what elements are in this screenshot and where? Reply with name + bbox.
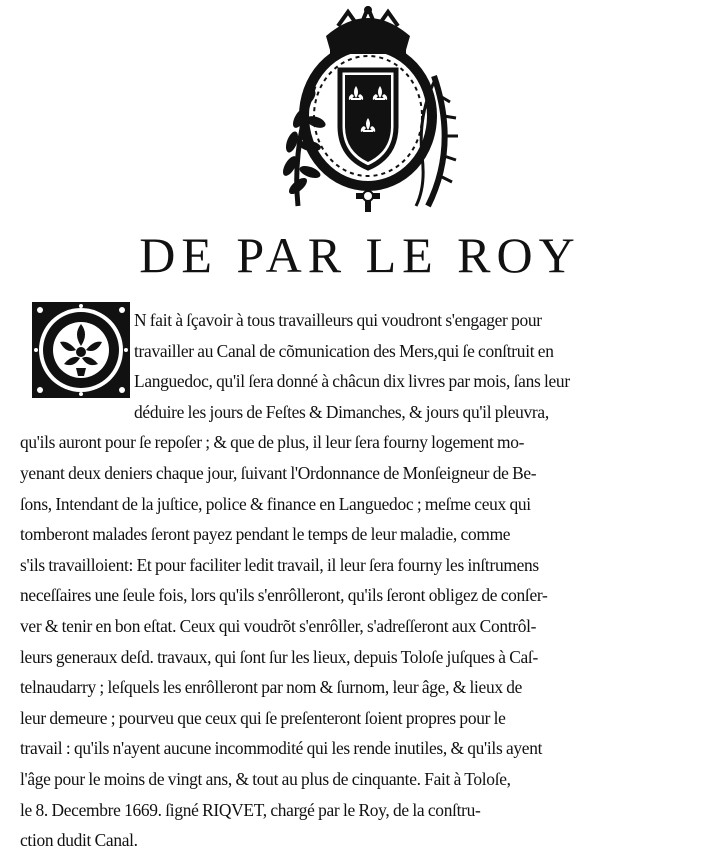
body-line: ſons, Intendant de la juſtice, police & finance en Languedoc ; meſme ceux qui [20,493,531,514]
body-line: s'ils travailloient: Et pour faciliter ledit travail, il leur ſera fourny les inſtrumens [20,554,539,575]
body-line: qu'ils auront pour ſe repoſer ; & que de plus, il leur ſera fourny logement mo- [20,432,525,453]
body-line: l'âge pour le moins de vingt ans, & tout au plus de cinquante. Fait à Toloſe, [20,768,511,789]
body-line: telnaudarry ; leſquels les enrôlleront par nom & ſurnom, leur âge, & lieux de [20,677,523,698]
drop-cap-letter [0,0,1,1]
proclamation-title: DE PAR LE ROY [139,227,581,283]
body-line: travail : qu'ils n'ayent aucune incommodité qui les rende inutiles, & qu'ils ayent [20,738,543,759]
body-line: leur demeure ; pourveu que ceux qui ſe preſenteront ſoient propres pour le [20,707,506,728]
body-line: neceſſaires une ſeule fois, lors qu'ils s'enrôlleront, qu'ils ſeront obligez de conſer- [20,585,548,606]
body-line: déduire les jours de Feſtes & Dimanches, & jours qu'il pleuvra, [134,401,549,422]
body-line: ction dudit Canal. [20,830,138,851]
body-line: tomberont malades ſeront payez pendant le temps de leur maladie, comme [20,524,511,545]
body-line: ver & tenir en bon eſtat. Ceux qui voudrõt s'enrôller, s'adreſſeront aux Contrôl- [20,615,537,636]
body-line: travailler au Canal de cõmunication des Mers,qui ſe conſtruit en [134,340,554,361]
royal-coat-of-arms-icon [268,6,468,216]
body-line: le 8. Decembre 1669. ſigné RIQVET, chargé par le Roy, de la conſtru- [20,799,481,820]
proclamation-body [20,305,708,856]
body-line: N fait à ſçavoir à tous travailleurs qui voudront s'engager pour [134,310,542,330]
body-line: Languedoc, qu'il ſera donné à châcun dix livres par mois, ſans leur [134,371,570,392]
body-line: leurs generaux deſd. travaux, qui ſont ſur les lieux, depuis Toloſe juſques à Caſ- [20,646,538,667]
body-line: yenant deux deniers chaque jour, ſuivant l'Ordonnance de Monſeigneur de Be- [20,462,537,483]
